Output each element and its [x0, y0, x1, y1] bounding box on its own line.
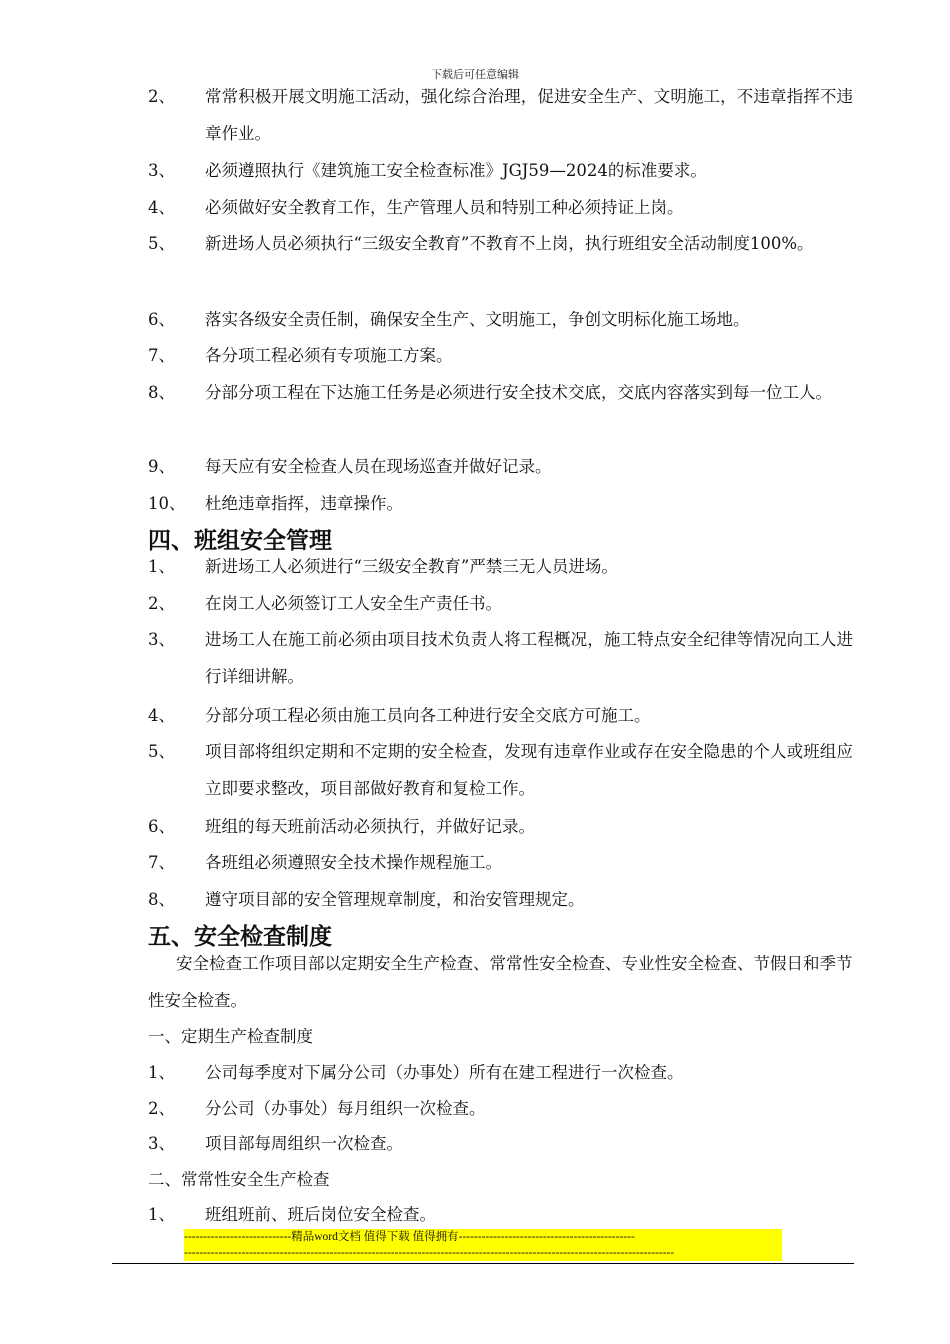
subsection-title: 二、常常性安全生产检查 — [148, 1170, 330, 1189]
item-text: 每天应有安全检查人员在现场巡查并做好记录。 — [205, 457, 552, 476]
item-number: 7、 — [148, 853, 175, 872]
item-number: 1、 — [148, 1205, 175, 1224]
item-text: 公司每季度对下属分公司（办事处）所有在建工程进行一次检查。 — [205, 1063, 684, 1082]
list-item — [148, 485, 853, 522]
item-number: 3、 — [148, 1134, 175, 1153]
list-item — [148, 225, 853, 262]
section-heading: 五、安全检查制度 — [148, 924, 332, 950]
list-item — [148, 374, 853, 411]
list-item — [148, 733, 853, 807]
subsection-title: 一、定期生产检查制度 — [148, 1027, 313, 1046]
item-text: 常常积极开展文明施工活动，强化综合治理，促进安全生产、文明施工，不违章指挥不违章作业。 — [205, 87, 853, 143]
footer-divider — [112, 1263, 854, 1264]
list-item — [148, 585, 853, 622]
item-number: 10、 — [148, 494, 186, 513]
list-item — [148, 1090, 853, 1127]
item-text: 进场工人在施工前必须由项目技术负责人将工程概况，施工特点安全纪律等情况向工人进行详细讲解。 — [205, 630, 853, 686]
list-item — [148, 78, 853, 152]
list-item — [148, 844, 853, 881]
item-number: 5、 — [148, 742, 175, 761]
item-text: 分公司（办事处）每月组织一次检查。 — [205, 1099, 486, 1118]
item-number: 3、 — [148, 630, 175, 649]
list-item — [148, 808, 853, 845]
item-text: 遵守项目部的安全管理规章制度，和治安管理规定。 — [205, 890, 585, 909]
header-note: 下载后可任意编辑 — [431, 68, 519, 81]
list-item — [148, 448, 853, 485]
list-item — [148, 1196, 853, 1233]
item-text: 杜绝违章指挥，违章操作。 — [205, 494, 403, 513]
item-number: 6、 — [148, 310, 175, 329]
item-text: 落实各级安全责任制，确保安全生产、文明施工，争创文明标化施工场地。 — [205, 310, 750, 329]
item-number: 1、 — [148, 1063, 175, 1082]
item-text: 必须遵照执行《建筑施工安全检查标准》JGJ59—2024的标准要求。 — [205, 161, 707, 180]
list-item — [148, 301, 853, 338]
item-number: 2、 — [148, 87, 175, 106]
item-number: 5、 — [148, 234, 175, 253]
intro-text: 安全检查工作项目部以定期安全生产检查、常常性安全检查、专业性安全检查、节假日和季节性安全检查。 — [148, 954, 853, 1010]
item-text: 必须做好安全教育工作，生产管理人员和特别工种必须持证上岗。 — [205, 198, 684, 217]
item-number: 6、 — [148, 817, 175, 836]
item-text: 项目部每周组织一次检查。 — [205, 1134, 403, 1153]
section-heading: 四、班组安全管理 — [148, 528, 332, 554]
list-item — [148, 881, 853, 918]
item-text: 各班组必须遵照安全技术操作规程施工。 — [205, 853, 502, 872]
item-number: 1、 — [148, 557, 175, 576]
list-item — [148, 621, 853, 695]
list-item — [148, 697, 853, 734]
list-item — [148, 152, 853, 189]
list-item — [148, 1125, 853, 1162]
item-number: 8、 — [148, 890, 175, 909]
list-item — [148, 337, 853, 374]
item-number: 9、 — [148, 457, 175, 476]
section-intro-paragraph — [148, 945, 853, 1019]
footer-banner-line-2: -------------------------------------------------------------------------------------------------------------------------------- — [184, 1245, 782, 1261]
item-text: 新进场人员必须执行“三级安全教育”不教育不上岗，执行班组安全活动制度100%。 — [205, 234, 814, 253]
item-number: 2、 — [148, 594, 175, 613]
list-item — [148, 189, 853, 226]
item-text: 分部分项工程必须由施工员向各工种进行安全交底方可施工。 — [205, 706, 651, 725]
item-number: 7、 — [148, 346, 175, 365]
item-number: 3、 — [148, 161, 175, 180]
list-item — [148, 548, 853, 585]
footer-banner-line-1: ----------------------------精品word文档 值得下载 值得拥有---------------------------------------------- — [184, 1229, 782, 1245]
item-text: 分部分项工程在下达施工任务是必须进行安全技术交底，交底内容落实到每一位工人。 — [205, 383, 832, 402]
item-text: 班组的每天班前活动必须执行，并做好记录。 — [205, 817, 535, 836]
item-number: 8、 — [148, 383, 175, 402]
item-text: 在岗工人必须签订工人安全生产责任书。 — [205, 594, 502, 613]
item-text: 项目部将组织定期和不定期的安全检查，发现有违章作业或存在安全隐患的个人或班组应立即要求整改，项目部做好教育和复检工作。 — [205, 742, 853, 798]
item-number: 4、 — [148, 198, 175, 217]
list-item — [148, 1054, 853, 1091]
item-text: 新进场工人必须进行“三级安全教育”严禁三无人员进场。 — [205, 557, 618, 576]
item-text: 班组班前、班后岗位安全检查。 — [205, 1205, 436, 1224]
item-number: 4、 — [148, 706, 175, 725]
item-text: 各分项工程必须有专项施工方案。 — [205, 346, 453, 365]
item-number: 2、 — [148, 1099, 175, 1118]
